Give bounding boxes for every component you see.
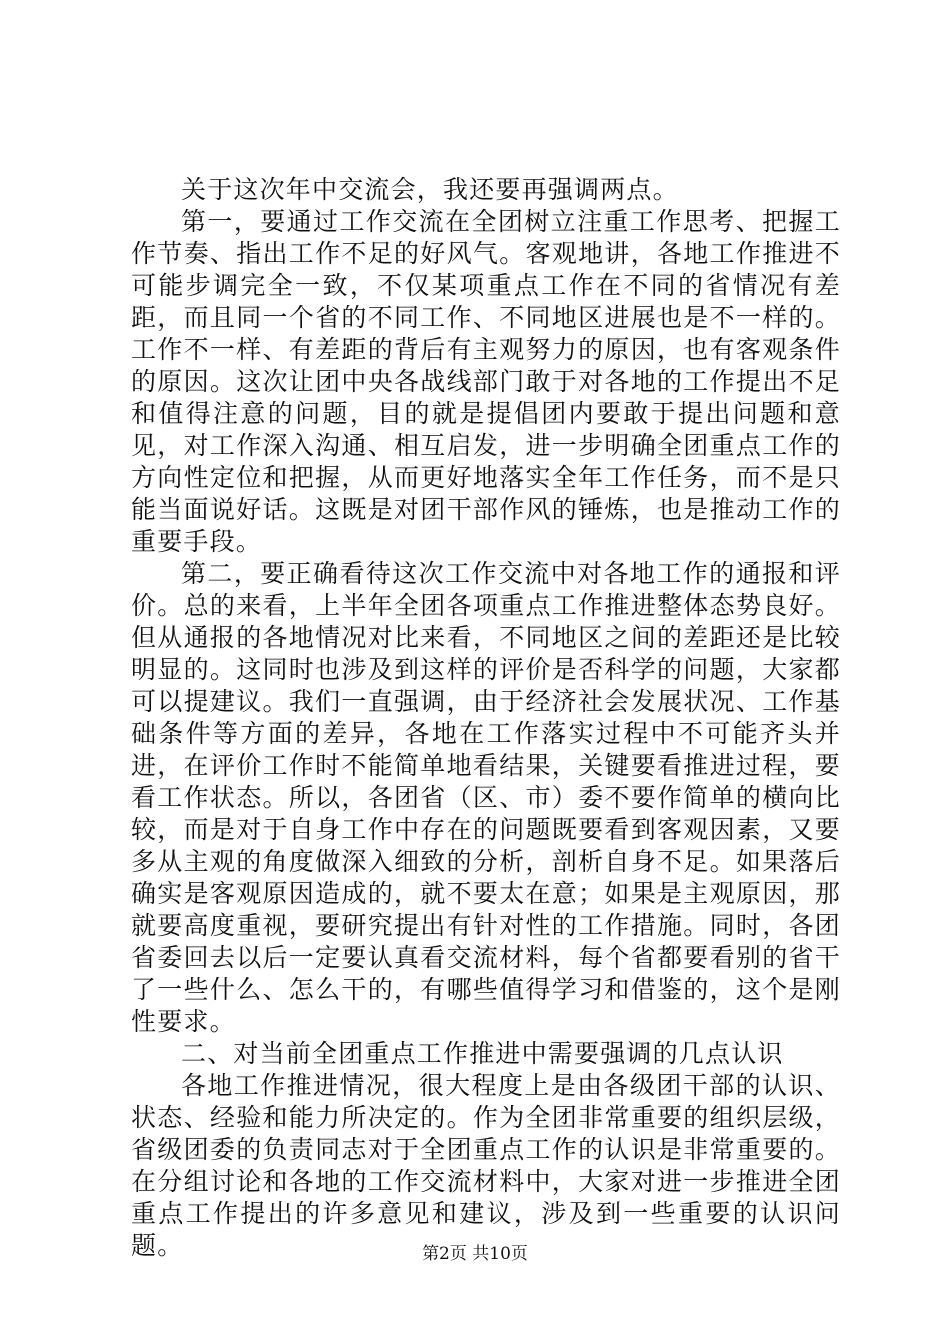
paragraph-point-one: 第一，要通过工作交流在全团树立注重工作思考、把握工作节奏、指出工作不足的好风气。客观地讲，各地工作推进不可能步调完全一致，不仅某项重点工作在不同的省情况有差距，而且同一个省的不同工作、不同地区进展也是不一样的。工作不一样、有差距的背后有主观努力的原因，也有客观条件的原因。这次让团中央各战线部门敢于对各地的工作提出不足和值得注意的问题，目的就是提倡团内要敢于提出问题和意见，对工作深入沟通、相互启发，进一步明确全团重点工作的方向性定位和把握，从而更好地落实全年工作任务，而不是只能当面说好话。这既是对团干部作风的锤炼，也是推动工作的重要手段。 <box>131 207 841 556</box>
section-heading: 二、对当前全团重点工作推进中需要强调的几点认识 <box>181 1039 784 1068</box>
document-body <box>131 174 841 1262</box>
paragraph-section-body: 各地工作推进情况，很大程度上是由各级团干部的认识、状态、经验和能力所决定的。作为全团非常重要的组织层级，省级团委的负责同志对于全团重点工作的认识是非常重要的。在分组讨论和各地的工作交流材料中，大家对进一步推进全团重点工作提出的许多意见和建议，涉及到一些重要的认识问题。 <box>131 1071 841 1260</box>
paragraph-intro: 关于这次年中交流会，我还要再强调两点。 <box>181 175 679 204</box>
paragraph-point-two: 第二，要正确看待这次工作交流中对各地工作的通报和评价。总的来看，上半年全团各项重点工作推进整体态势良好。但从通报的各地情况对比来看，不同地区之间的差距还是比较明显的。这同时也涉及到这样的评价是否科学的问题，大家都可以提建议。我们一直强调，由于经济社会发展状况、工作基础条件等方面的差异，各地在工作落实过程中不可能齐头并进，在评价工作时不能简单地看结果，关键要看推进过程，要看工作状态。所以，各团省（区、市）委不要作简单的横向比较，而是对于自身工作中存在的问题既要看到客观因素，又要多从主观的角度做深入细致的分析，剖析自身不足。如果落后确实是客观原因造成的，就不要太在意；如果是主观原因，那就要高度重视，要研究提出有针对性的工作措施。同时，各团省委回去以后一定要认真看交流材料，每个省都要看别的省干了一些什么、怎么干的，有哪些值得学习和借鉴的，这个是刚性要求。 <box>131 559 841 1036</box>
page-number-footer: 第2页 共10页 <box>422 1244 528 1264</box>
